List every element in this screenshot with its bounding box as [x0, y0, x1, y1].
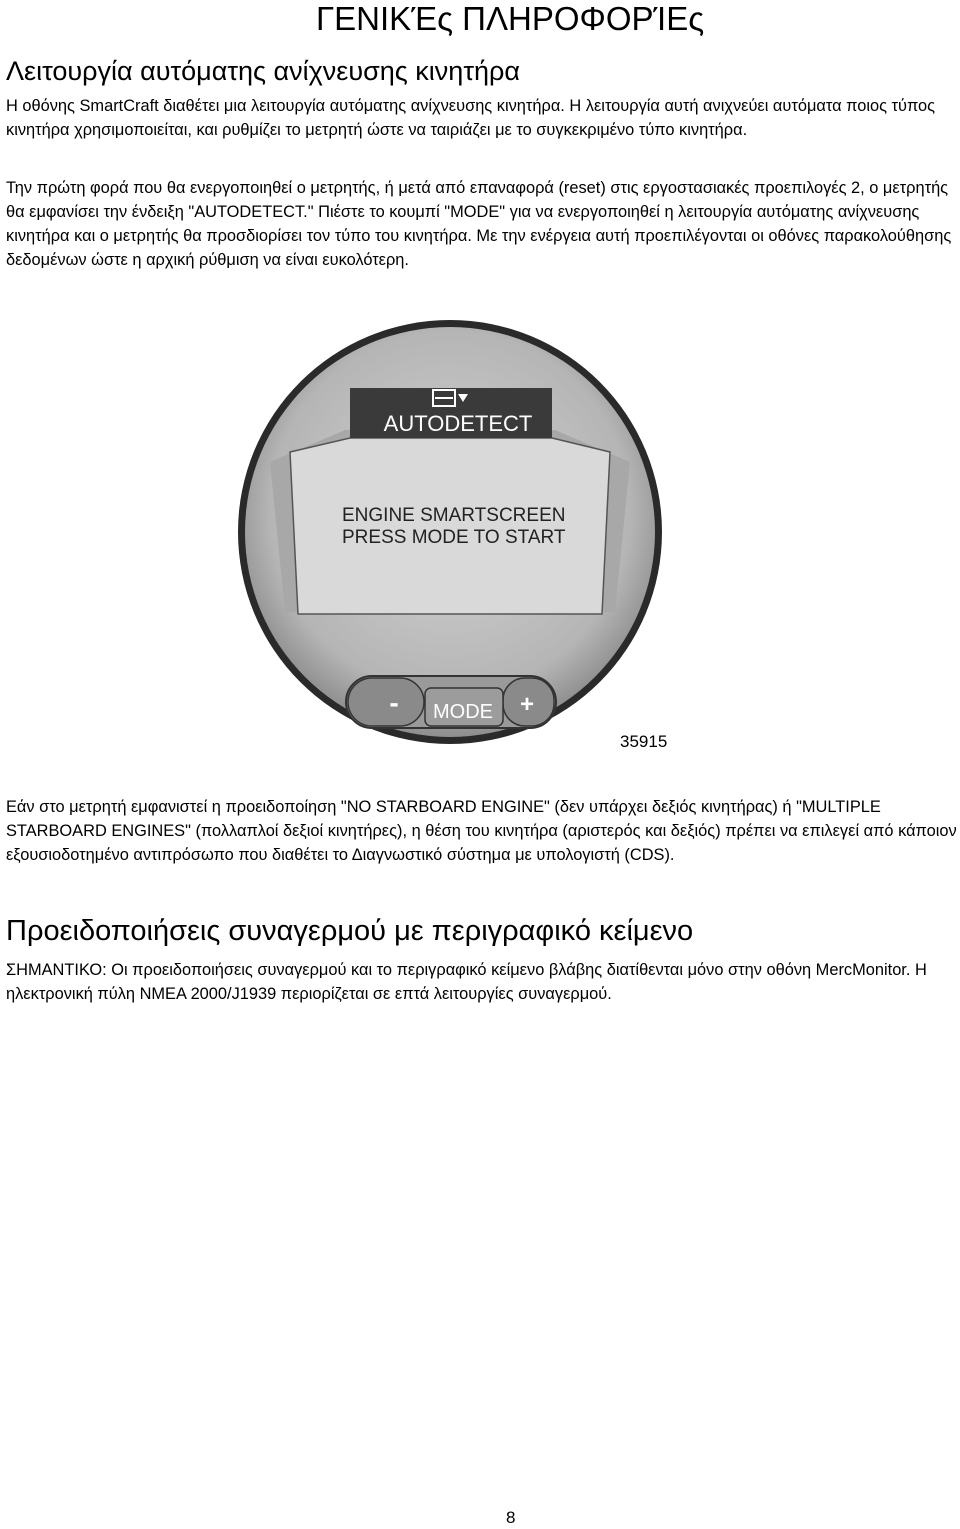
header-title: ΓΕΝΙΚΈς ΠΛΗΡΟΦΟΡΊΕς [316, 0, 705, 37]
gauge-screen [290, 438, 610, 614]
plus-button-label: + [519, 691, 535, 718]
page-number: 8 [506, 1508, 516, 1527]
figure-code: 35915 [620, 732, 668, 751]
minus-button-label: - [389, 687, 399, 718]
paragraph-intro: Η οθόνης SmartCraft διαθέτει μια λειτουργία αυτόματης ανίχνευσης κινητήρα. Η λειτουργία αυτή ανιχνεύει αυτόματα ποιος τύπος κινητήρα χρησιμοποιείται, και ρυθμίζει το μετρητή ώστε να ταιριάζει με το συγκεκριμένο τύπο κινητήρα. [6, 97, 936, 139]
gauge-screen-line1: ENGINE SMARTSCREEN [342, 505, 566, 526]
minus-button[interactable] [348, 678, 424, 726]
gauge-screen-title: AUTODETECT [383, 411, 533, 436]
important-note: ΣΗΜΑΝΤΙΚΟ: Οι προειδοποιήσεις συναγερμού και το περιγραφικό κείμενο βλάβης διατίθενται μόνο στην οθόνη MercMonitor. Η ηλεκτρονική πύλη NMEA 2000/J1939 περιορίζεται σε επτά λειτουργίες συναγερμού. [6, 961, 927, 1003]
mode-button-label: MODE [433, 701, 493, 723]
paragraph-starboard-warning: Εάν στο μετρητή εμφανιστεί η προειδοποίηση "NO STARBOARD ENGINE" (δεν υπάρχει δεξιός κινητήρας) ή "MULTIPLE STARBOARD ENGINES" (πολλαπλοί δεξιοί κινητήρες), η θέση του κινητήρα (αριστερός και δεξιός) πρέπει να επιλεγεί από κάποιον εξουσιοδοτημένο αντιπρόσωπο που διαθέτει το Διαγνωστικό σύστημα με υπολογιστή (CDS). [6, 798, 957, 864]
gauge-illustration [230, 312, 670, 752]
section-heading-alarm-warnings: Προειδοποιήσεις συναγερμού με περιγραφικό κείμενο [6, 915, 694, 947]
gauge-screen-line2: PRESS MODE TO START [342, 527, 566, 548]
paragraph-first-activation: Την πρώτη φορά που θα ενεργοποιηθεί ο μετρητής, ή μετά από επαναφορά (reset) στις εργοστασιακές προεπιλογές 2, ο μετρητής θα εμφανίσει την ένδειξη "AUTODETECT." Πιέστε το κουμπί "MODE" για να ενεργοποιηθεί η λειτουργία αυτόματης ανίχνευσης κινητήρα και ο μετρητής θα προσδιορίσει τον τύπο του κινητήρα. Με την ενέργεια αυτή προεπιλέγονται οι οθόνες παρακολούθησης δεδομένων ώστε η αρχική ρύθμιση να είναι ευκολότερη. [6, 179, 952, 269]
section-heading-autodetect: Λειτουργία αυτόματης ανίχνευσης κινητήρα [6, 56, 520, 86]
